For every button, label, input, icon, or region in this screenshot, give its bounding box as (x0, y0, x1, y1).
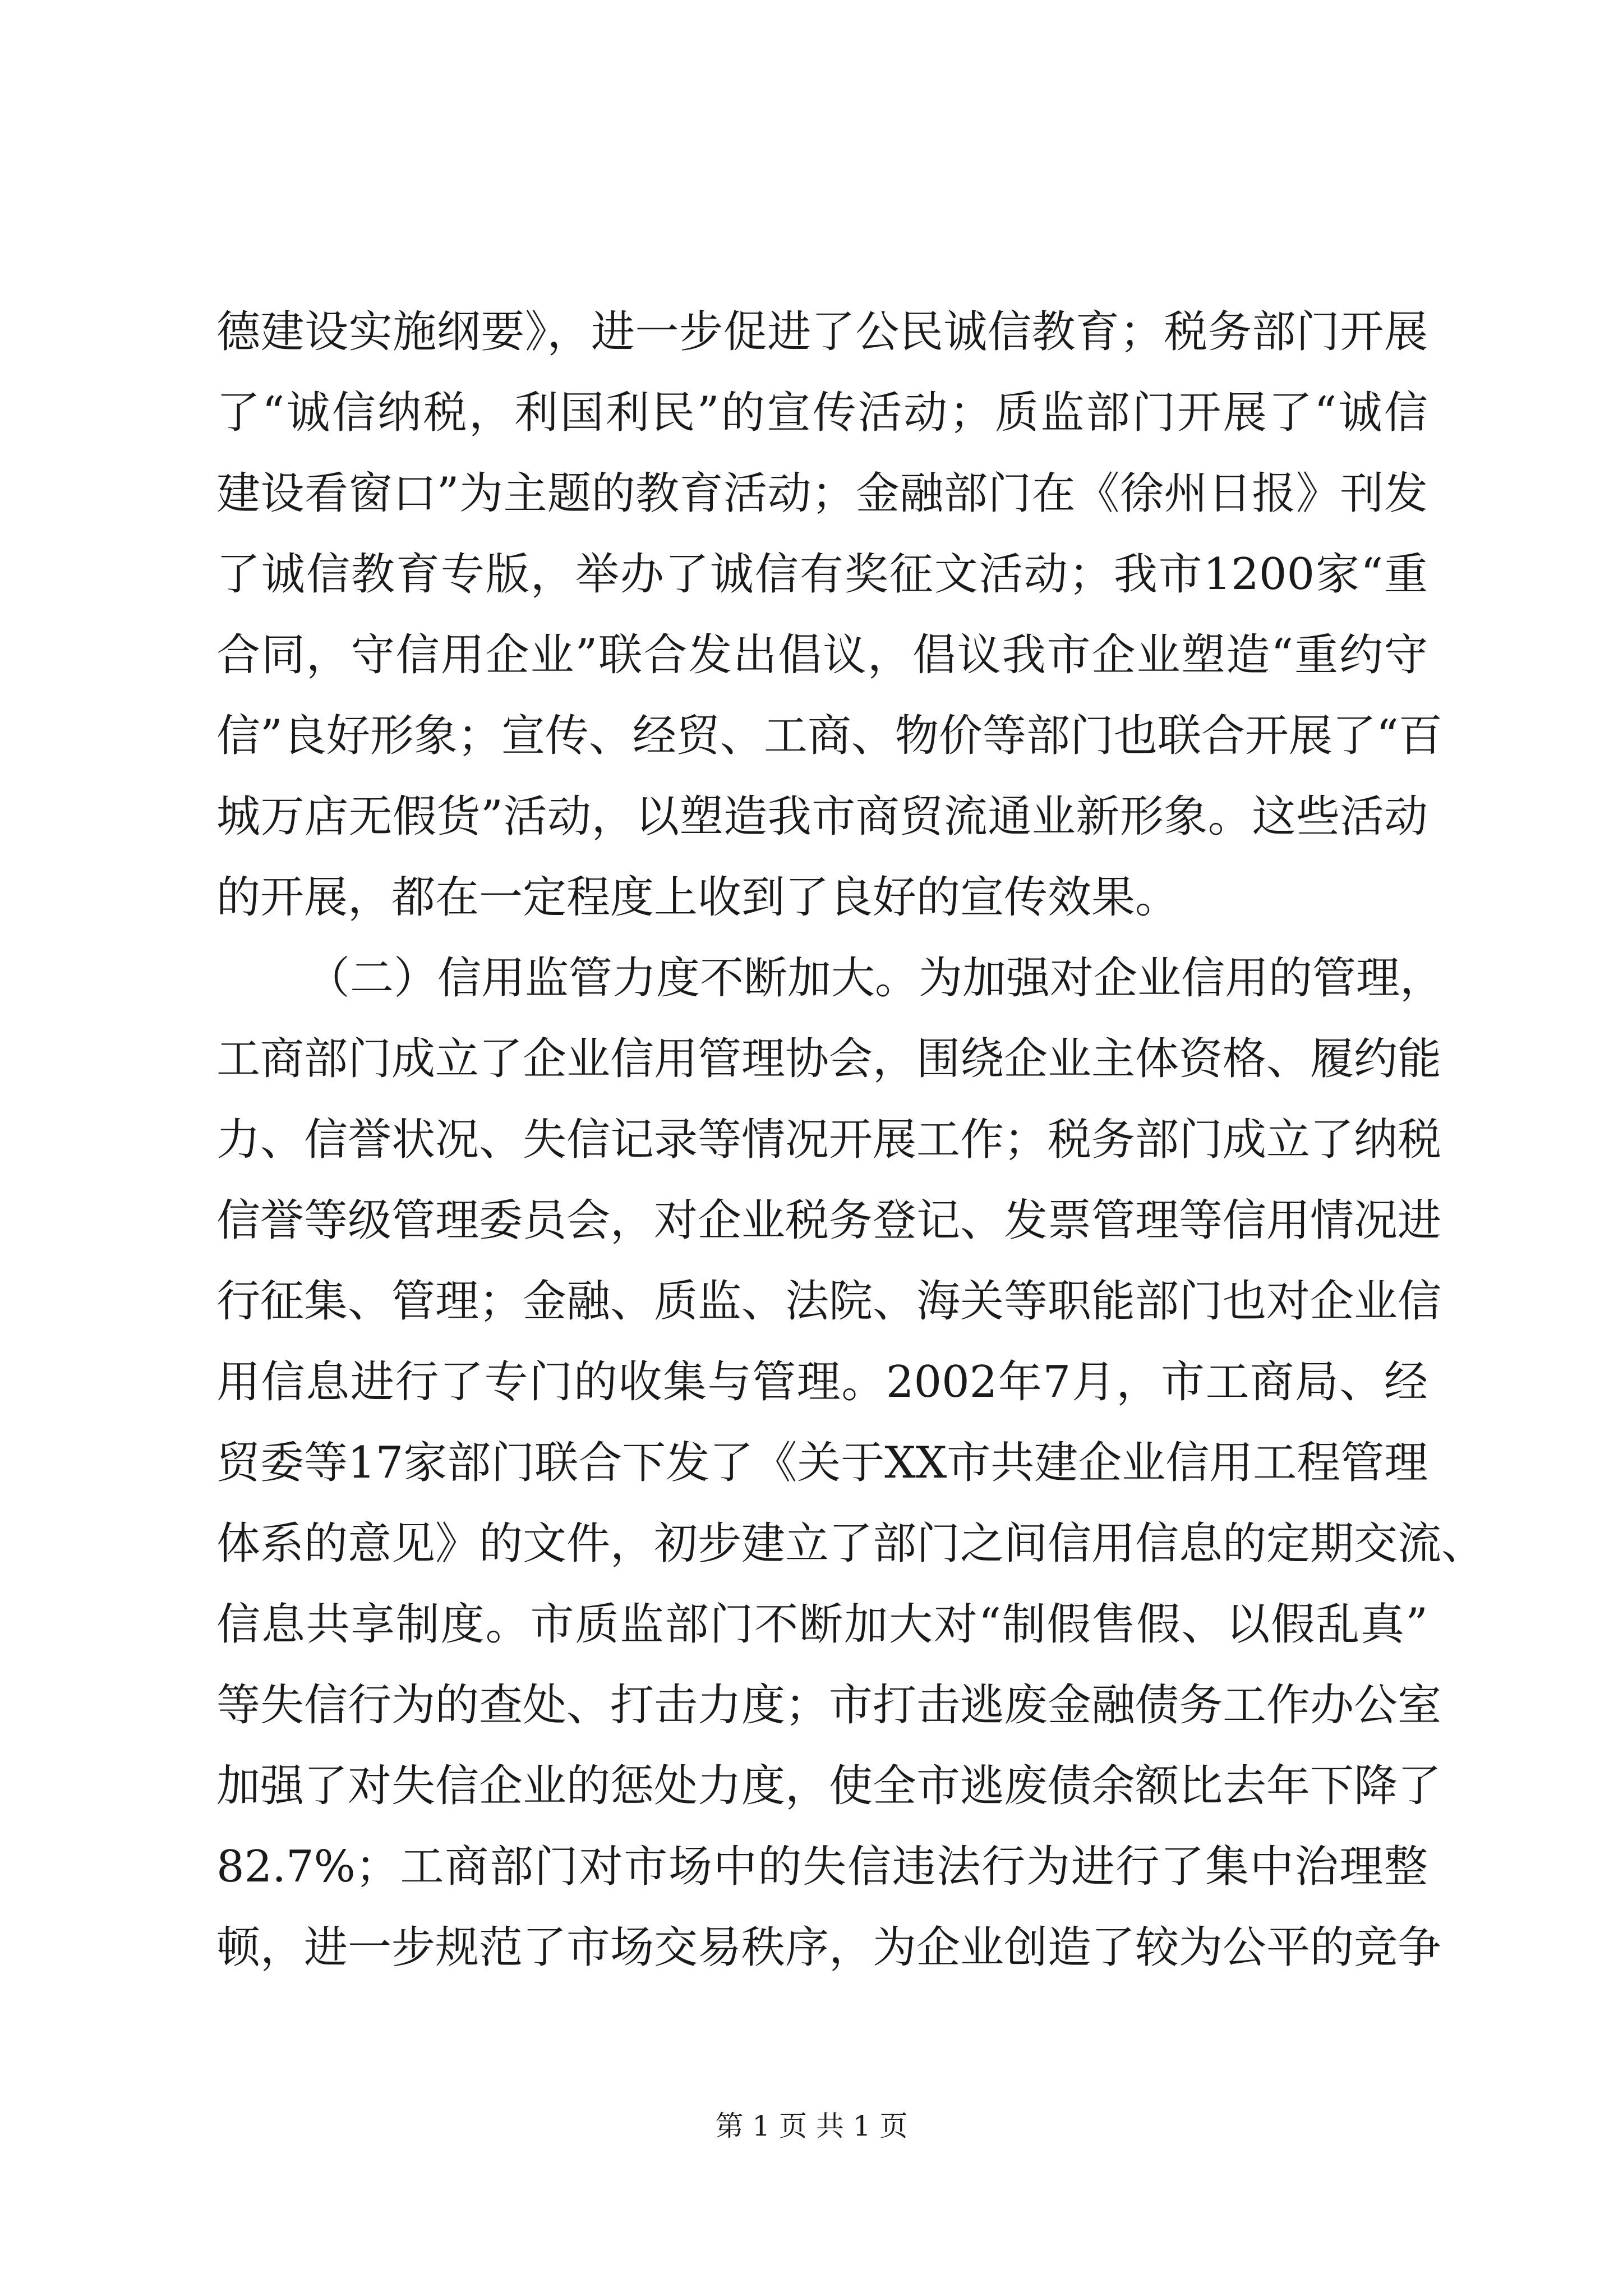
text-line: 信”良好形象；宣传、经贸、工商、物价等部门也联合开展了“百 (216, 711, 1442, 761)
text-line: 信誉等级管理委员会，对企业税务登记、发票管理等信用情况进 (216, 1195, 1442, 1246)
text-line: 体系的意见》的文件，初步建立了部门之间信用信息的定期交流、 (216, 1519, 1486, 1569)
text-line: 合同，守信用企业”联合发出倡议，倡议我市企业塑造“重约守 (216, 630, 1428, 680)
text-line: 贸委等17家部门联合下发了《关于XX市共建企业信用工程管理 (216, 1438, 1428, 1488)
text-line: 城万店无假货”活动，以塑造我市商贸流通业新形象。这些活动 (216, 792, 1428, 842)
text-line: 工商部门成立了企业信用管理协会，围绕企业主体资格、履约能 (216, 1034, 1442, 1084)
text-line: 顿，进一步规范了市场交易秩序，为企业创造了较为公平的竞争 (216, 1922, 1442, 1973)
text-line: 了诚信教育专版，举办了诚信有奖征文活动；我市1200家“重 (216, 549, 1428, 600)
text-line: 行征集、管理；金融、质监、法院、海关等职能部门也对企业信 (216, 1276, 1442, 1327)
text-line: 信息共享制度。市质监部门不断加大对“制假售假、以假乱真” (216, 1599, 1428, 1650)
text-line: 等失信行为的查处、打击力度；市打击逃废金融债务工作办公室 (216, 1680, 1442, 1731)
text-line: 建设看窗口”为主题的教育活动；金融部门在《徐州日报》刊发 (216, 468, 1428, 519)
text-line: 德建设实施纲要》，进一步促进了公民诚信教育；税务部门开展 (216, 307, 1428, 357)
text-line: 用信息进行了专门的收集与管理。2002年7月，市工商局、经 (216, 1357, 1428, 1407)
section-heading-line: （二）信用监管力度不断加大。为加强对企业信用的管理， (306, 953, 1444, 1004)
text-line: 82.7%；工商部门对市场中的失信违法行为进行了集中治理整 (216, 1842, 1428, 1892)
text-line: 力、信誉状况、失信记录等情况开展工作；税务部门成立了纳税 (216, 1115, 1442, 1165)
text-line: 加强了对失信企业的惩处力度，使全市逃废债余额比去年下降了 (216, 1761, 1442, 1811)
page-number-footer: 第 1 页 共 1 页 (715, 2110, 908, 2142)
document-body (216, 292, 1486, 1988)
paragraph-end-line: 的开展，都在一定程度上收到了良好的宣传效果。 (216, 872, 1179, 923)
text-line: 了“诚信纳税，利国利民”的宣传活动；质监部门开展了“诚信 (216, 388, 1428, 438)
